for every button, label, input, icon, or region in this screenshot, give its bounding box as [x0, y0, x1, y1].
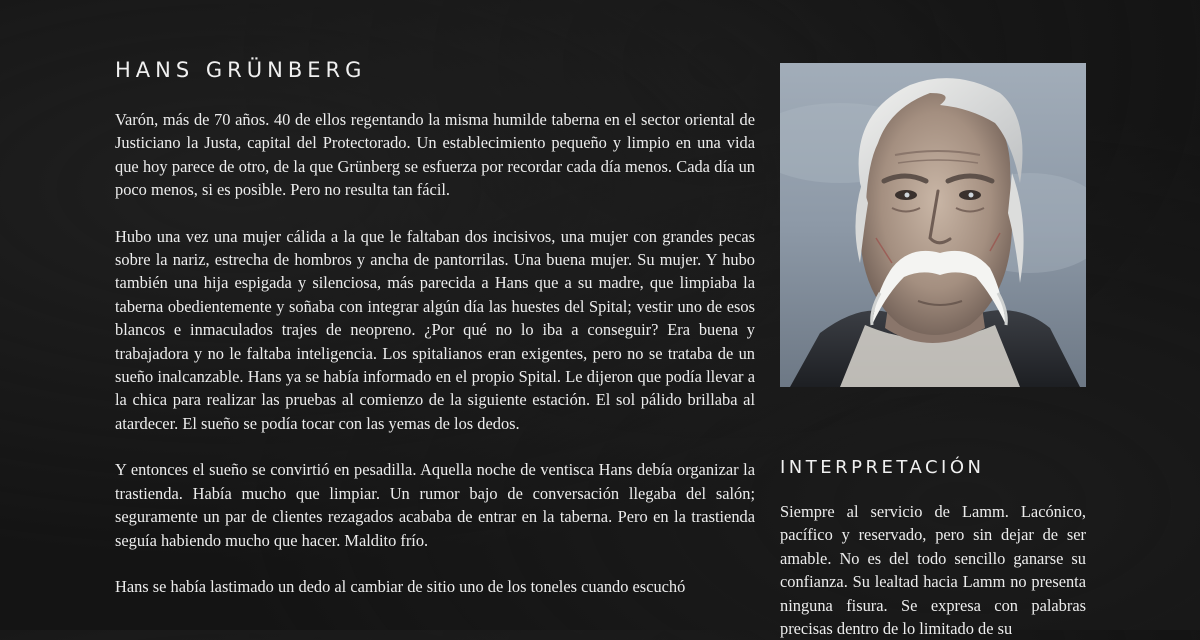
main-column	[115, 58, 755, 621]
character-name-heading: HANS GRÜNBERG	[115, 58, 367, 82]
side-column	[780, 63, 1086, 640]
body-paragraph-4: Hans se había lastimado un dedo al cambiar de sitio uno de los toneles cuando escuchó	[115, 576, 686, 596]
interpretation-paragraph: Siempre al servicio de Lamm. Lacónico, pacífico y reservado, pero sin dejar de ser amable. No es del todo sencillo ganarse su confianza. Su lealtad hacia Lamm no presenta ninguna fisura. Se expresa con palabras precisas dentro de lo limitado de su	[780, 502, 1086, 639]
body-paragraph-1: Varón, más de 70 años. 40 de ellos regentando la misma humilde taberna en el sector oriental de Justiciano la Justa, capital del Protectorado. Un establecimiento pequeño y limpio en una vida que hoy parece de otro, de la que Grünberg se esfuerza por recordar cada día menos. Cada día un poco menos, si es posible. Pero no resulta tan fácil.	[115, 110, 755, 200]
interpretation-heading: INTERPRETACIÓN	[780, 457, 985, 478]
character-portrait-image	[780, 63, 1086, 387]
portrait-illustration	[780, 63, 1086, 387]
body-paragraph-2: Hubo una vez una mujer cálida a la que le faltaban dos incisivos, una mujer con grandes pecas sobre la nariz, estrecha de hombros y ancha de pantorrilas. Una buena mujer. Su mujer. Y hubo también una hija espigada y silenciosa, más parecida a Hans que a su madre, que limpiaba la taberna obedientemente y soñaba con integrar algún día las huestes del Spital; vestir uno de esos blancos e inmaculados trajes de neopreno. ¿Por qué no lo iba a conseguir? Era buena y trabajadora y no le faltaba inteligencia. Los spitalianos eran exigentes, pero no se trataba de un sueño inalcanzable. Hans ya se había informado en el propio Spital. Le dijeron que podía llevar a la chica para realizar las pruebas al comienzo de la siguiente estación. El sol pálido brillaba al atardecer. El sueño se podía tocar con las yemas de los dedos.	[115, 226, 755, 433]
body-paragraph-3: Y entonces el sueño se convirtió en pesadilla. Aquella noche de ventisca Hans debía organizar la trastienda. Había mucho que limpiar. Un rumor bajo de conversación llegaba del salón; seguramente un par de clientes rezagados acababa de entrar en la taberna. Pero en la trastienda seguía habiendo mucho que hacer. Maldito frío.	[115, 460, 755, 550]
